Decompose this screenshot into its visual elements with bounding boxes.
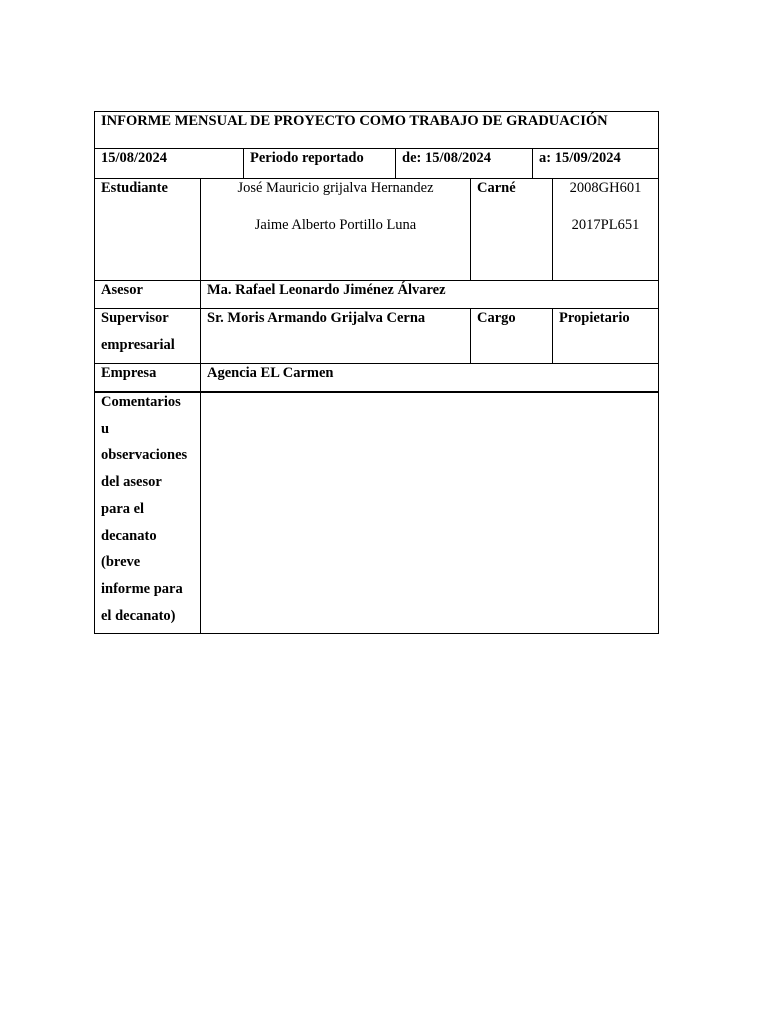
supervisor-label-line: Supervisor <box>101 310 169 326</box>
report-form <box>94 111 659 634</box>
student-name-2: Jaime Alberto Portillo Luna <box>254 217 417 233</box>
supervisor-label-line: empresarial <box>101 336 175 353</box>
rule <box>658 111 659 634</box>
student-name-1: José Mauricio grijalva Hernandez <box>237 180 434 196</box>
carne-label: Carné <box>477 180 516 196</box>
report-date: 15/08/2024 <box>101 150 168 166</box>
supervisor-name: Sr. Moris Armando Grijalva Cerna <box>207 310 426 326</box>
comments-label-line: informe para <box>101 580 183 597</box>
period-label: Periodo reportado <box>250 150 364 166</box>
carne-1: 2008GH601 <box>569 180 642 196</box>
position-label: Cargo <box>477 310 516 326</box>
company-label: Empresa <box>101 365 157 381</box>
company-name: Agencia EL Carmen <box>207 365 334 381</box>
comments-label-line: Comentarios <box>101 394 181 410</box>
comments-body[interactable] <box>201 393 658 633</box>
comments-label-line: decanato <box>101 527 157 544</box>
position-value: Propietario <box>559 310 630 326</box>
advisor-label: Asesor <box>101 282 143 298</box>
comments-label-line: observaciones <box>101 447 188 464</box>
comments-label <box>95 389 200 629</box>
comments-label-line: para el <box>101 500 145 517</box>
comments-label-line: (breve <box>101 554 141 571</box>
carne-2: 2017PL651 <box>571 217 640 233</box>
report-title: INFORME MENSUAL DE PROYECTO COMO TRABAJO DE GRADUACIÓN <box>101 113 608 129</box>
period-from: de: 15/08/2024 <box>402 150 492 166</box>
rule <box>94 633 659 634</box>
comments-label-line: el decanato) <box>101 607 176 624</box>
period-to: a: 15/09/2024 <box>539 150 621 166</box>
comments-label-line: u <box>101 420 110 437</box>
comments-label-line: del asesor <box>101 474 162 491</box>
advisor-name: Ma. Rafael Leonardo Jiménez Álvarez <box>207 282 446 298</box>
student-label: Estudiante <box>101 180 168 196</box>
supervisor-label <box>95 305 200 358</box>
